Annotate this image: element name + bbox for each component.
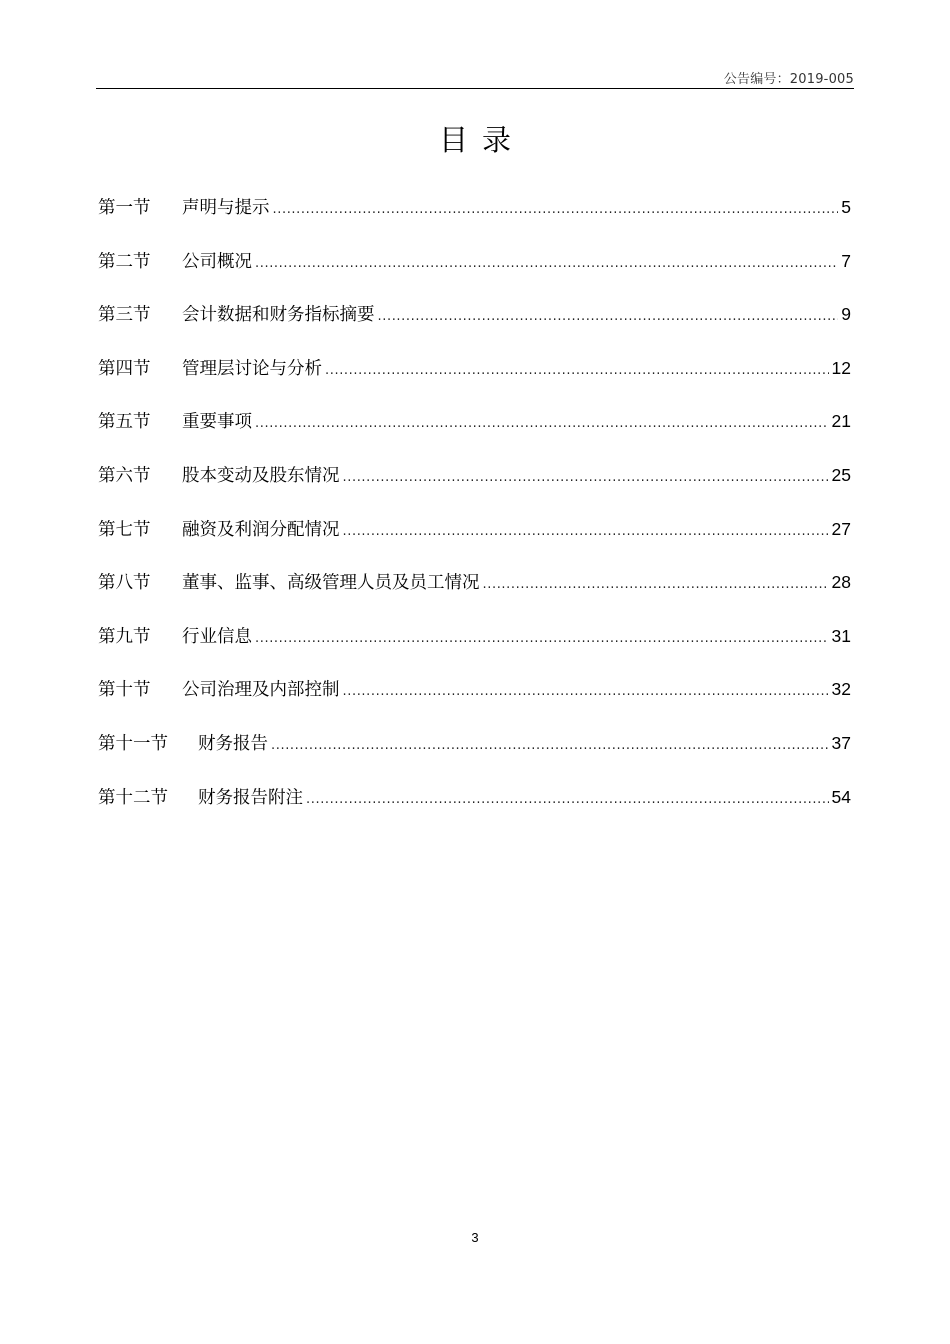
toc-section-number: 第十一节	[98, 733, 168, 754]
toc-dot-leader	[343, 515, 829, 549]
toc-heading: 管理层讨论与分析	[182, 358, 322, 379]
toc-dot-leader	[343, 461, 829, 495]
toc-heading: 股本变动及股东情况	[182, 465, 340, 486]
toc-entry[interactable]	[98, 672, 851, 726]
toc-page-number: 31	[831, 625, 851, 646]
toc-page-number: 21	[831, 411, 851, 432]
footer-page-number: 3	[471, 1230, 479, 1245]
toc-heading: 融资及利润分配情况	[182, 519, 340, 540]
toc-page-number: 5	[841, 197, 851, 217]
toc-page-number: 32	[831, 679, 851, 700]
toc-page-number: 7	[841, 250, 851, 271]
toc-page-number: 27	[831, 518, 851, 539]
toc-dot-leader	[255, 622, 829, 656]
toc-section-number: 第四节	[98, 358, 151, 379]
toc-section-number: 第六节	[98, 465, 151, 486]
toc-page-number: 28	[831, 572, 851, 593]
toc-dot-leader	[271, 729, 829, 763]
toc-dot-leader	[273, 193, 839, 227]
toc-entry[interactable]	[98, 458, 851, 512]
table-of-contents	[98, 190, 851, 833]
toc-heading: 董事、监事、高级管理人员及员工情况	[182, 573, 480, 594]
toc-section-number: 第八节	[98, 573, 151, 594]
announcement-code: 公告编号：2019-005	[723, 72, 854, 87]
toc-dot-leader	[483, 568, 829, 602]
toc-heading: 财务报告	[198, 733, 268, 754]
toc-heading: 重要事项	[182, 412, 252, 433]
toc-heading: 声明与提示	[182, 198, 270, 218]
toc-heading: 会计数据和财务指标摘要	[182, 305, 375, 326]
toc-entry[interactable]	[98, 244, 851, 298]
toc-entry[interactable]	[98, 512, 851, 566]
toc-entry[interactable]	[98, 726, 851, 780]
toc-dot-leader	[343, 675, 829, 709]
toc-page-number: 12	[831, 357, 851, 378]
toc-page-number: 54	[831, 786, 851, 807]
toc-heading: 财务报告附注	[198, 787, 303, 808]
toc-dot-leader	[306, 783, 829, 817]
toc-section-number: 第一节	[98, 198, 151, 218]
toc-heading: 行业信息	[182, 626, 252, 647]
toc-dot-leader	[325, 354, 829, 388]
page-title: 目录	[438, 123, 525, 157]
toc-heading: 公司概况	[182, 251, 252, 272]
toc-dot-leader	[255, 407, 829, 441]
toc-section-number: 第五节	[98, 412, 151, 433]
toc-entry[interactable]	[98, 565, 851, 619]
toc-section-number: 第七节	[98, 519, 151, 540]
toc-entry[interactable]	[98, 780, 851, 834]
toc-section-number: 第三节	[98, 305, 151, 326]
toc-section-number: 第九节	[98, 626, 151, 647]
toc-section-number: 第十节	[98, 680, 151, 701]
toc-heading: 公司治理及内部控制	[182, 680, 340, 701]
toc-entry[interactable]	[98, 351, 851, 405]
toc-page-number: 25	[831, 464, 851, 485]
toc-entry[interactable]	[98, 190, 851, 244]
toc-entry[interactable]	[98, 619, 851, 673]
toc-entry[interactable]	[98, 404, 851, 458]
toc-page-number: 37	[831, 732, 851, 753]
header-divider	[96, 88, 854, 89]
toc-section-number: 第十二节	[98, 787, 168, 808]
toc-section-number: 第二节	[98, 251, 151, 272]
toc-entry[interactable]	[98, 297, 851, 351]
toc-dot-leader	[378, 300, 839, 334]
toc-page-number: 9	[841, 304, 851, 325]
toc-dot-leader	[255, 247, 838, 281]
